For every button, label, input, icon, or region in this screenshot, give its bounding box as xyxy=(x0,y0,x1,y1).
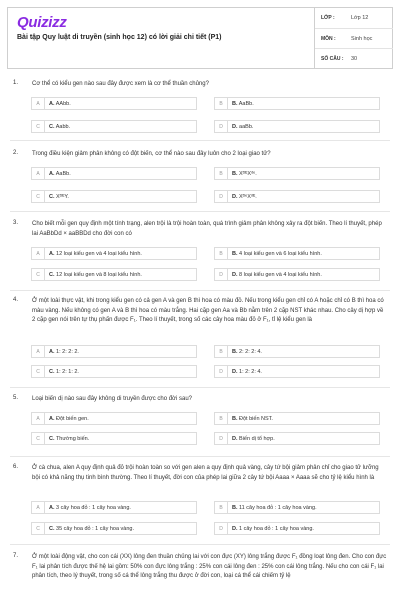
option-b[interactable] xyxy=(214,345,380,358)
question-number: 1. xyxy=(13,80,19,86)
question-text: Ở một loài thực vật, khi trong kiểu gen có cả gen A và gen B thì hoa có màu đỏ. Nếu trong kiểu gen chỉ có A hoặc chỉ có B thì hoa có màu vàng. Nếu không có gen A và B thì hoa có màu trắng. Hai cặp gen Aa và Bb nằm trên 2 cặp NST khác nhau. Cho cây dị hợp về 2 cặp gen nói trên tự thụ phấn được F₁. Theo lí thuyết, trong số các cây hoa màu đỏ ở F₁, tỉ lệ kiểu gen là xyxy=(32,298,384,323)
option-c[interactable] xyxy=(31,120,197,133)
option-c[interactable] xyxy=(31,365,197,378)
meta-key: SỐ CÂU : xyxy=(321,55,344,62)
question-divider xyxy=(10,290,390,291)
quizizz-logo: Quizizz xyxy=(17,14,67,31)
header-left xyxy=(8,8,314,68)
option-text: B. XᴰᴱXᵈᵉ. xyxy=(232,170,257,177)
option-letter: C xyxy=(32,269,45,280)
meta-value: Sinh học xyxy=(351,35,373,42)
option-c[interactable] xyxy=(31,268,197,281)
option-text: D. 1 cây hoa đỏ : 1 cây hoa vàng. xyxy=(232,525,314,532)
option-text: C. 12 loại kiểu gen và 8 loại kiểu hình. xyxy=(49,271,142,278)
option-text: A. AaBb. xyxy=(49,170,71,177)
question-text: Trong điều kiện giảm phân không có đột biến, cơ thể nào sau đây luôn cho 2 loại giao tử? xyxy=(32,151,271,157)
question-divider xyxy=(10,456,390,457)
question-text: Ở một loài động vật, cho con cái (XX) lông đen thuần chủng lai với con đực (XY) lông trắng được F₁ đồng loạt lông đen. Cho con đực F₁ lai phân tích được thế hệ lai gồm: 50% con đực lông trắng : 25% con cái lông đen : 25% con cái lông trắng. Nếu cho con cái F₁ lai phân tích, theo lý thuyết, trong số cá thể lông trắng thu được ở đời con, loại cá thể cái chiếm tỷ lệ xyxy=(32,554,387,579)
option-a[interactable] xyxy=(31,345,197,358)
option-letter: A xyxy=(32,413,45,424)
option-text: C. 35 cây hoa đỏ : 1 cây hoa vàng. xyxy=(49,525,135,532)
option-a[interactable] xyxy=(31,501,197,514)
option-letter: D xyxy=(215,121,228,132)
option-letter: C xyxy=(32,366,45,377)
option-text: D. 1: 2: 2: 4. xyxy=(232,368,262,375)
option-text: C. 1: 2: 1: 2. xyxy=(49,368,79,375)
option-letter: B xyxy=(215,168,228,179)
meta-value: Lớp 12 xyxy=(351,15,369,21)
option-letter: A xyxy=(32,168,45,179)
option-text: D. XᴰᵉXᵈᴱ. xyxy=(232,193,257,200)
option-a[interactable] xyxy=(31,247,197,260)
option-d[interactable] xyxy=(214,522,380,535)
meta-key: MÔN : xyxy=(321,35,336,42)
option-d[interactable] xyxy=(214,190,380,203)
question-number: 7. xyxy=(13,553,19,559)
option-letter: B xyxy=(215,502,228,513)
option-c[interactable] xyxy=(31,190,197,203)
option-letter: A xyxy=(32,248,45,259)
option-text: A. 12 loại kiểu gen và 4 loại kiểu hình. xyxy=(49,250,142,257)
meta-key: LỚP : xyxy=(321,15,335,21)
option-text: B. 4 loại kiểu gen và 6 loại kiểu hình. xyxy=(232,250,322,257)
option-b[interactable] xyxy=(214,97,380,110)
option-b[interactable] xyxy=(214,412,380,425)
option-text: B. AaBb. xyxy=(232,100,254,107)
option-text: A. 3 cây hoa đỏ : 1 cây hoa vàng. xyxy=(49,504,131,511)
meta-value: 30 xyxy=(351,55,358,62)
option-text: B. Đột biến NST. xyxy=(232,415,273,422)
meta-row-class xyxy=(315,8,393,28)
question-number: 3. xyxy=(13,220,19,226)
option-text: D. 8 loại kiểu gen và 4 loại kiểu hình. xyxy=(232,271,322,278)
option-c[interactable] xyxy=(31,432,197,445)
question-number: 2. xyxy=(13,150,19,156)
option-letter: D xyxy=(215,433,228,444)
meta-row-subject xyxy=(315,28,393,48)
option-letter: C xyxy=(32,523,45,534)
question-number: 4. xyxy=(13,297,19,303)
option-letter: B xyxy=(215,98,228,109)
option-letter: A xyxy=(32,502,45,513)
question-text: Cho biết mỗi gen quy định một tính trạng, alen trội là trội hoàn toàn, quá trình giảm phân không xảy ra đột biến. Theo lí thuyết, phép lai AaBbDd × aaBBDd cho đời con có xyxy=(32,221,382,237)
option-text: A. AAbb. xyxy=(49,100,71,107)
option-letter: B xyxy=(215,346,228,357)
option-d[interactable] xyxy=(214,120,380,133)
option-a[interactable] xyxy=(31,167,197,180)
option-letter: D xyxy=(215,523,228,534)
option-d[interactable] xyxy=(214,268,380,281)
option-letter: D xyxy=(215,269,228,280)
option-letter: B xyxy=(215,248,228,259)
option-text: B. 2: 2: 2: 4. xyxy=(232,348,262,355)
option-text: D. Biến dị tổ hợp. xyxy=(232,435,275,442)
question-number: 5. xyxy=(13,395,19,401)
option-letter: D xyxy=(215,366,228,377)
option-letter: A xyxy=(32,346,45,357)
question-divider xyxy=(10,387,390,388)
question-number: 6. xyxy=(13,464,19,470)
option-letter: C xyxy=(32,433,45,444)
option-letter: B xyxy=(215,413,228,424)
option-a[interactable] xyxy=(31,97,197,110)
option-text: D. aaBb. xyxy=(232,123,254,130)
worksheet-header xyxy=(7,7,393,69)
option-text: B. 11 cây hoa đỏ : 1 cây hoa vàng. xyxy=(232,504,317,511)
page-title: Bài tập Quy luật di truyền (sinh học 12) có lời giải chi tiết (P1) xyxy=(17,34,222,41)
option-b[interactable] xyxy=(214,167,380,180)
option-b[interactable] xyxy=(214,247,380,260)
option-letter: A xyxy=(32,98,45,109)
question-divider xyxy=(10,140,390,141)
question-divider xyxy=(10,544,390,545)
option-text: C. Thường biến. xyxy=(49,435,90,442)
option-b[interactable] xyxy=(214,501,380,514)
option-d[interactable] xyxy=(214,365,380,378)
option-c[interactable] xyxy=(31,522,197,535)
question-text: Cơ thể có kiểu gen nào sau đây được xem là cơ thể thuần chủng? xyxy=(32,81,209,87)
option-letter: C xyxy=(32,121,45,132)
option-text: C. XᴰᴱY. xyxy=(49,193,69,200)
question-text: Loại biến dị nào sau đây không di truyền được cho đời sau? xyxy=(32,396,192,402)
option-d[interactable] xyxy=(214,432,380,445)
header-meta xyxy=(314,8,392,68)
question-text: Ở cà chua, alen A quy định quả đỏ trội hoàn toàn so với gen alen a quy định quả vàng, cây tứ bội giảm phân chỉ cho giao tử lưỡng bội có khả năng thụ tinh bình thường. Theo lí thuyết, đời con của phép lai giữa 2 cây tứ bội Aaaa × Aaaa sẽ cho tỷ lệ kiểu hình là xyxy=(32,465,379,481)
question-divider xyxy=(10,211,390,212)
option-a[interactable] xyxy=(31,412,197,425)
meta-row-count xyxy=(315,48,393,68)
option-letter: D xyxy=(215,191,228,202)
option-letter: C xyxy=(32,191,45,202)
option-text: A. Đột biến gen. xyxy=(49,415,89,422)
option-text: A. 1: 2: 2: 2. xyxy=(49,348,79,355)
option-text: C. Aabb. xyxy=(49,123,71,130)
